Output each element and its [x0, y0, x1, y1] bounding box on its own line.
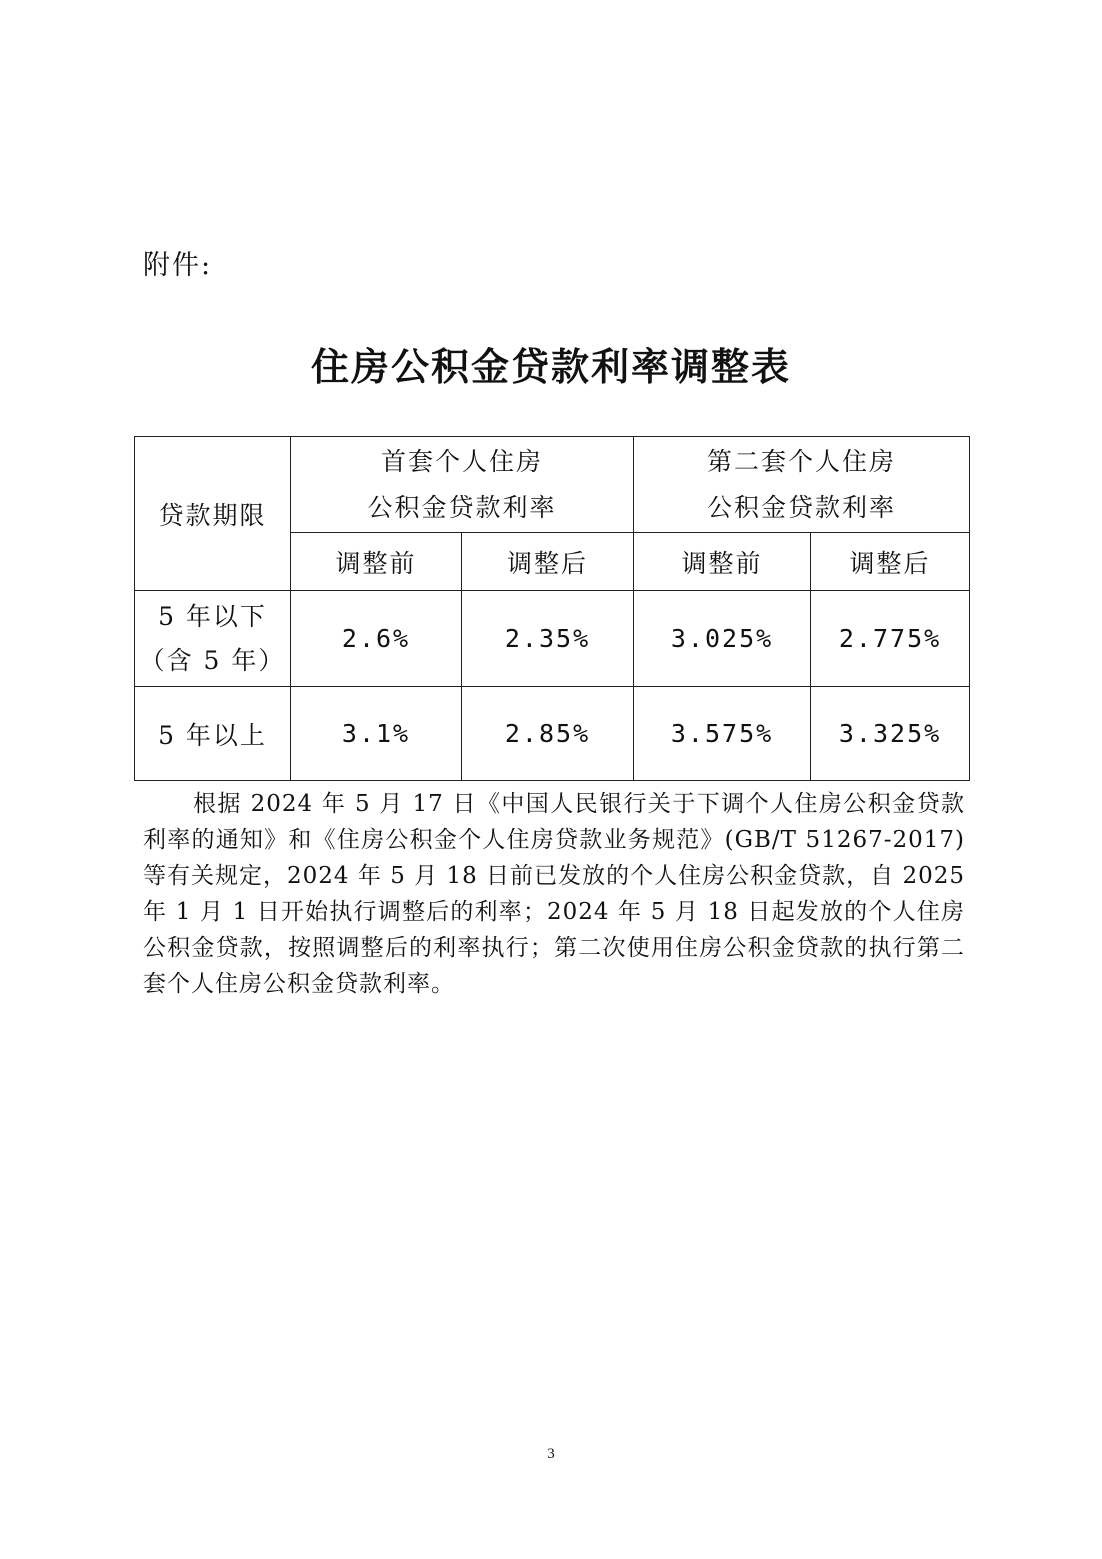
rate-cell: 3.325% [811, 687, 970, 781]
first-home-group-line2: 公积金贷款利率 [367, 492, 557, 522]
body-paragraph: 根据 2024 年 5 月 17 日《中国人民银行关于下调个人住房公积金贷款利率的通知》和《住房公积金个人住房贷款业务规范》(GB/T 51267-2017)等有关规定，2024 年 5 月 18 日前已发放的个人住房公积金贷款，自 2025 年 1 月 1 日开始执行调整后的利率；2024 年 5 月 18 日起发放的个人住房公积金贷款，按照调整后的利率执行；第二次使用住房公积金贷款的执行第二套个人住房公积金贷款利率。 [143, 791, 965, 997]
page-number: 3 [547, 1446, 555, 1462]
term-line1: 5 年以上 [158, 720, 267, 750]
subheader-first-after: 调整后 [462, 533, 634, 591]
term-cell [135, 687, 291, 781]
second-home-group-line1: 第二套个人住房 [707, 446, 897, 476]
rate-cell: 2.85% [462, 687, 634, 781]
term-line2: （含 5 年） [139, 645, 286, 675]
body-text [143, 786, 965, 1002]
subheader-second-after: 调整后 [811, 533, 970, 591]
term-line1: 5 年以下 [158, 601, 267, 631]
rate-cell: 2.35% [462, 591, 634, 687]
first-home-group-line1: 首套个人住房 [381, 446, 544, 476]
second-home-group-line2: 公积金贷款利率 [707, 492, 897, 522]
rate-cell: 3.025% [634, 591, 811, 687]
rate-adjustment-table [134, 436, 970, 781]
subheader-first-before: 调整前 [291, 533, 462, 591]
term-header: 贷款期限 [158, 500, 267, 530]
term-header-cell [135, 437, 291, 591]
table-row [135, 591, 970, 687]
subheader-second-before: 调整前 [634, 533, 811, 591]
rate-cell: 3.575% [634, 687, 811, 781]
second-home-group-header [634, 437, 970, 533]
table-header-row [135, 437, 970, 533]
rate-cell: 3.1% [291, 687, 462, 781]
first-home-group-header [291, 437, 634, 533]
rate-cell: 2.775% [811, 591, 970, 687]
attachment-label: 附件: [143, 250, 213, 281]
document-title: 住房公积金贷款利率调整表 [310, 345, 791, 389]
rate-cell: 2.6% [291, 591, 462, 687]
table-row [135, 687, 970, 781]
term-cell [135, 591, 291, 687]
